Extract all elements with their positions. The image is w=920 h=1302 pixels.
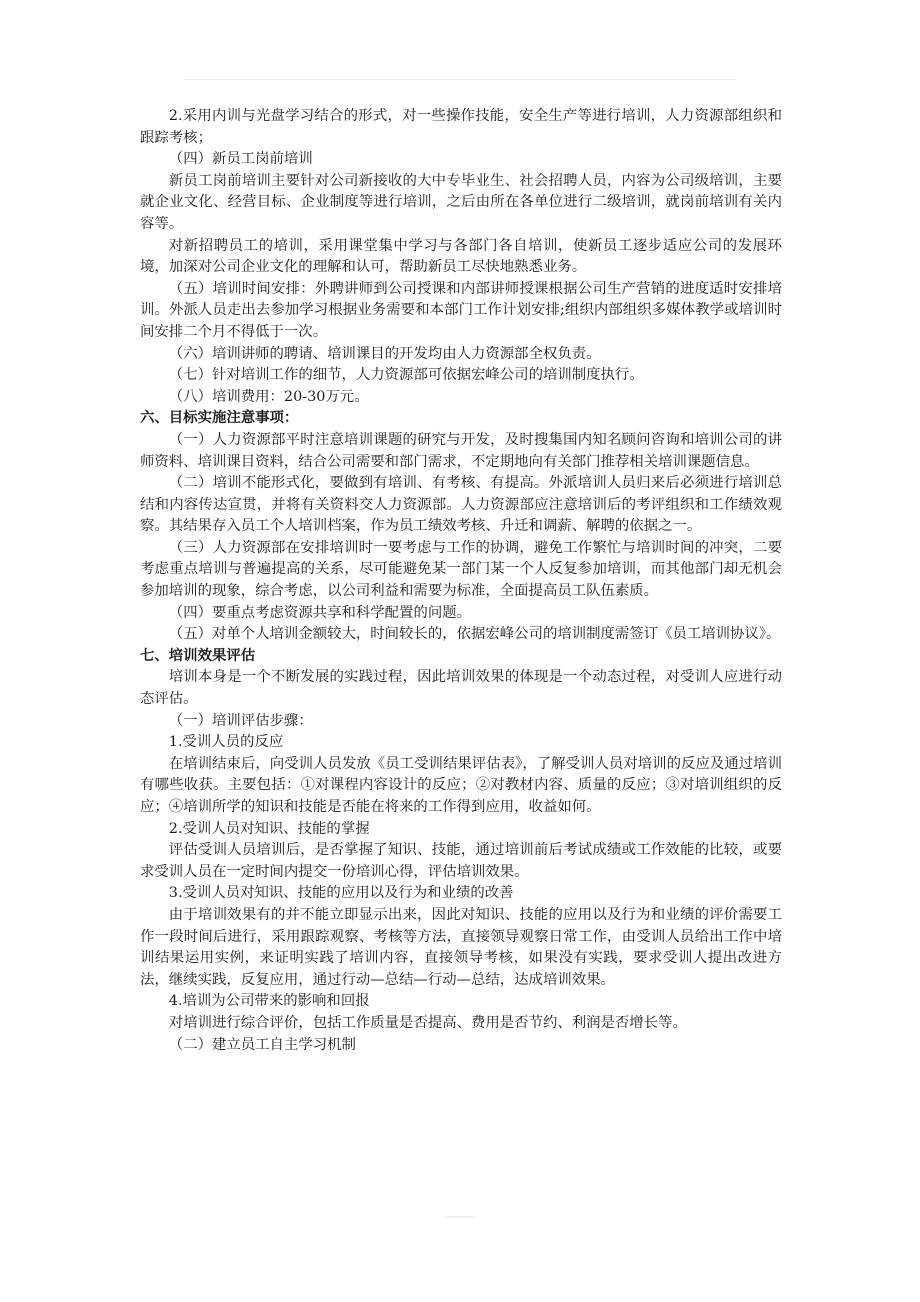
paragraph: 培训本身是一个不断发展的实践过程，因此培训效果的体现是一个动态过程，对受训人应进行动态评估。 bbox=[140, 669, 782, 708]
paragraph: 2.受训人员对知识、技能的掌握 bbox=[168, 820, 370, 837]
paragraph: 评估受训人员培训后，是否掌握了知识、技能，通过培训前后考试成绩或工作效能的比较，或要求受训人员在一定时间内提交一份培训心得，评估培训效果。 bbox=[140, 842, 782, 880]
paragraph: （四）要重点考虑资源共享和科学配置的问题。 bbox=[168, 604, 472, 621]
paragraph: （五）培训时间安排：外聘讲师到公司授课和内部讲师授课根据公司生产营销的进度适时安排培训。外派人员走出去参加学习根据业务需要和本部门工作计划安排;组织内部组织多媒体教学或培训时间安排二个月不得低于一次。 bbox=[140, 280, 782, 340]
paragraph: 在培训结束后，向受训人员发放《员工受训结果评估表》，了解受训人员对培训的反应及通过培训有哪些收获。主要包括：①对课程内容设计的反应；②对教材内容、质量的反应；③对培训组织的反应；④培训所学的知识和技能是否能在将来的工作得到应用，收益如何。 bbox=[140, 755, 782, 815]
paragraph: （二）培训不能形式化，要做到有培训、有考核、有提高。外派培训人员归来后必须进行培训总结和内容传达宣贯，并将有关资料交人力资源部。人力资源部应注意培训后的考评组织和工作绩效观察。其结果存入员工个人培训档案，作为员工绩效考核、升迁和调薪、解聘的依据之一。 bbox=[140, 475, 782, 535]
paragraph: （六）培训讲师的聘请、培训课目的开发均由人力资源部全权负责。 bbox=[168, 345, 601, 362]
paragraph: 3.受训人员对知识、技能的应用以及行为和业绩的改善 bbox=[168, 885, 514, 902]
document-body bbox=[140, 106, 782, 1056]
paragraph: 新员工岗前培训主要针对公司新接收的大中专毕业生、社会招聘人员，内容为公司级培训，主要就企业文化、经营目标、企业制度等进行培训，之后由所在各单位进行二级培训，就岗前培训有关内容等。 bbox=[140, 172, 782, 232]
header-rule bbox=[184, 79, 736, 80]
paragraph: （四）新员工岗前培训 bbox=[168, 151, 313, 168]
footer-mark bbox=[446, 1216, 474, 1218]
paragraph: （八）培训费用：20-30万元。 bbox=[168, 388, 369, 405]
section-heading: 七、培训效果评估 bbox=[140, 647, 256, 664]
paragraph: （三）人力资源部在安排培训时一要考虑与工作的协调，避免工作繁忙与培训时间的冲突，二要考虑重点培训与普遍提高的关系，尽可能避免某一部门某一个人反复参加培训，而其他部门却无机会参加培训的现象，综合考虑，以公司利益和需要为标准，全面提高员工队伍素质。 bbox=[140, 539, 782, 600]
paragraph: （一）培训评估步骤： bbox=[168, 712, 313, 729]
paragraph: （一）人力资源部平时注意培训课题的研究与开发，及时搜集国内知名顾问咨询和培训公司的讲师资料、培训课目资料，结合公司需要和部门需求，不定期地向有关部门推荐相关培训课题信息。 bbox=[140, 431, 782, 470]
paragraph: 1.受训人员的反应 bbox=[168, 734, 284, 751]
paragraph: 2.采用内训与光盘学习结合的形式，对一些操作技能，安全生产等进行培训，人力资源部组织和跟踪考核； bbox=[140, 108, 782, 146]
paragraph: （二）建立员工自主学习机制 bbox=[168, 1036, 356, 1053]
section-heading: 六、目标实施注意事项： bbox=[140, 410, 299, 427]
paragraph: 对新招聘员工的培训，采用课堂集中学习与各部门各自培训，使新员工逐步适应公司的发展环境，加深对公司企业文化的理解和认可，帮助新员工尽快地熟悉业务。 bbox=[140, 237, 782, 276]
paragraph: 由于培训效果有的并不能立即显示出来，因此对知识、技能的应用以及行为和业绩的评价需要工作一段时间后进行，采用跟踪观察、考核等方法，直接领导观察日常工作，由受训人员给出工作中培训结果运用实例，来证明实践了培训内容，直接领导考核，如果没有实践，要求受训人提出改进方法，继续实践，反复应用，通过行动—总结—行动—总结，达成培训效果。 bbox=[140, 906, 782, 988]
paragraph: 对培训进行综合评价，包括工作质量是否提高、费用是否节约、利润是否增长等。 bbox=[168, 1014, 687, 1031]
paragraph: 4.培训为公司带来的影响和回报 bbox=[168, 993, 370, 1010]
paragraph: （五）对单个人培训金额较大，时间较长的，依据宏峰公司的培训制度需签订《员工培训协议》。 bbox=[168, 626, 781, 643]
paragraph: （七）针对培训工作的细节，人力资源部可依据宏峰公司的培训制度执行。 bbox=[168, 367, 644, 384]
